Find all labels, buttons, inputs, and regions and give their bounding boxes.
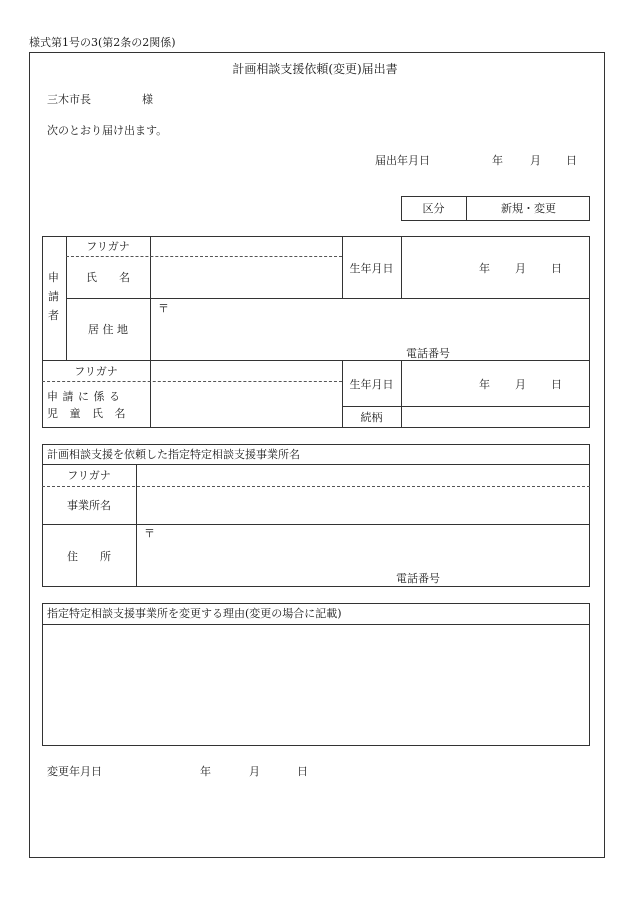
applicant-birth-month-unit: 月 xyxy=(515,262,526,275)
change-month-unit: 月 xyxy=(249,765,260,778)
child-name-label-1: 申 請 に 係 る xyxy=(47,390,121,403)
office-phone-label: 電話番号 xyxy=(396,572,440,585)
filing-month-unit: 月 xyxy=(530,154,541,167)
child-relation-label: 続柄 xyxy=(360,411,383,424)
change-year-field[interactable] xyxy=(130,761,198,779)
applicant-furigana-field[interactable] xyxy=(152,238,340,255)
applicant-birth-label: 生年月日 xyxy=(349,262,394,275)
change-year-unit: 年 xyxy=(200,765,211,778)
applicant-label-2: 請 xyxy=(48,290,59,303)
change-month-field[interactable] xyxy=(214,761,248,779)
office-postal-mark: 〒 xyxy=(144,527,155,540)
filing-year-field[interactable] xyxy=(432,150,492,168)
office-address-label: 住 所 xyxy=(67,550,111,563)
addressee: 三木市長 xyxy=(47,93,91,106)
honorific: 様 xyxy=(142,93,153,106)
filing-month-field[interactable] xyxy=(505,150,530,168)
filing-year-unit: 年 xyxy=(492,154,503,167)
category-label: 区分 xyxy=(422,202,445,215)
filing-date-label: 届出年月日 xyxy=(375,154,430,167)
applicant-birth-year-field[interactable] xyxy=(420,258,478,278)
child-birth-day-unit: 日 xyxy=(551,378,562,391)
office-phone-field[interactable] xyxy=(452,569,582,585)
applicant-birth-day-unit: 日 xyxy=(551,262,562,275)
applicant-birth-year-unit: 年 xyxy=(479,262,490,275)
change-date-label: 変更年月日 xyxy=(47,765,102,778)
form-title: 計画相談支援依頼(変更)届出書 xyxy=(232,62,398,76)
applicant-address-label: 居 住 地 xyxy=(88,323,128,336)
applicant-label-3: 者 xyxy=(48,309,59,322)
child-name-field[interactable] xyxy=(152,384,340,426)
change-day-field[interactable] xyxy=(263,761,297,779)
form-id: 様式第1号の3(第2条の2関係) xyxy=(29,36,176,49)
applicant-label-1: 申 xyxy=(48,271,59,284)
filing-day-unit: 日 xyxy=(566,154,577,167)
child-furigana-label: フリガナ xyxy=(74,365,118,378)
office-furigana-field[interactable] xyxy=(138,466,588,485)
office-heading: 計画相談支援を依頼した指定特定相談支援事業所名 xyxy=(47,448,300,461)
intro-text: 次のとおり届け出ます。 xyxy=(47,124,168,137)
applicant-postal-mark: 〒 xyxy=(158,302,169,315)
filing-day-field[interactable] xyxy=(543,150,565,168)
applicant-name-label: 氏 名 xyxy=(86,271,130,284)
child-birth-label: 生年月日 xyxy=(349,378,394,391)
child-birth-year-unit: 年 xyxy=(479,378,490,391)
child-name-label-2: 児 童 氏 名 xyxy=(47,407,126,420)
applicant-phone-label: 電話番号 xyxy=(406,347,450,360)
reason-field[interactable] xyxy=(44,626,588,744)
category-value[interactable]: 新規・変更 xyxy=(501,202,556,215)
applicant-address-field[interactable] xyxy=(172,302,582,342)
applicant-furigana-label: フリガナ xyxy=(86,240,130,253)
applicant-phone-field[interactable] xyxy=(462,344,582,359)
reason-heading: 指定特定相談支援事業所を変更する理由(変更の場合に記載) xyxy=(47,607,342,620)
child-birth-month-unit: 月 xyxy=(515,378,526,391)
applicant-name-field[interactable] xyxy=(152,258,340,297)
child-birth-year-field[interactable] xyxy=(420,372,478,392)
change-day-unit: 日 xyxy=(297,765,308,778)
office-name-field[interactable] xyxy=(138,488,588,523)
office-furigana-label: フリガナ xyxy=(67,469,111,482)
office-address-field[interactable] xyxy=(158,527,582,567)
child-furigana-field[interactable] xyxy=(152,363,340,380)
child-relation-field[interactable] xyxy=(403,408,588,426)
office-name-label: 事業所名 xyxy=(67,499,111,512)
